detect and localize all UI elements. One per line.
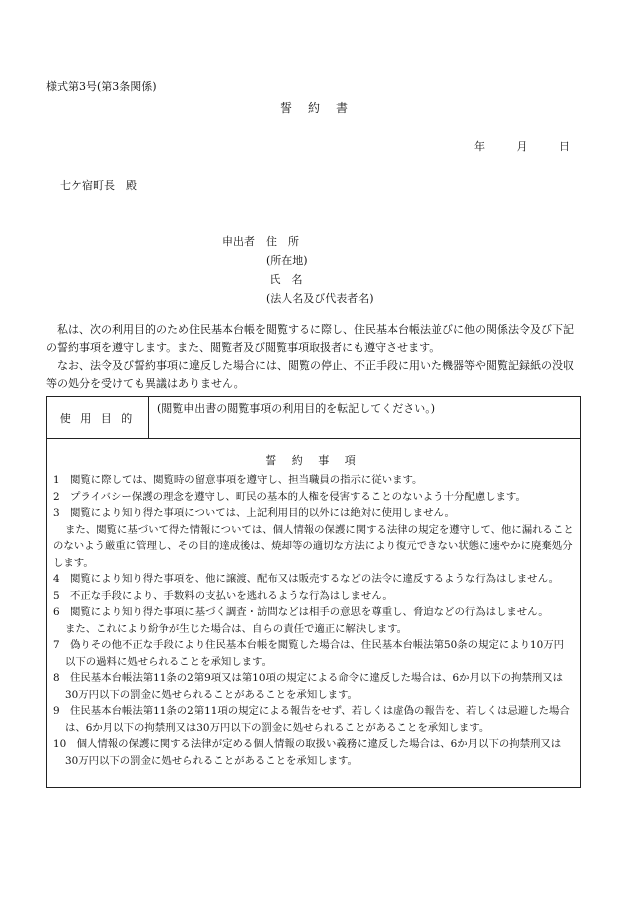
- pledge-items: [53, 472, 574, 769]
- pledge-section-title: 誓 約 事 項: [265, 454, 362, 467]
- pledge-item: 1 閲覧に際しては、閲覧時の留意事項を遵守し、担当職員の指示に従います。: [53, 474, 423, 486]
- intro-paragraph: なお、法令及び誓約事項に違反した場合には、閲覧の停止、不正手段に用いた機器等や閲覧記録紙の没収等の処分を受けても異議はありません。: [46, 359, 574, 390]
- pledge-item: また、これにより紛争が生じた場合は、自らの責任で適正に解決します。: [65, 622, 408, 635]
- pledge-item: 4 閲覧により知り得た事項を、他に譲渡、配布又は販売するなどの法令に違反するような行為はしません。: [53, 573, 559, 585]
- pledge-table: [46, 396, 581, 788]
- pledge-item: 8 住民基本台帳法第11条の2第9項又は第10項の規定による命令に違反した場合は、6か月以下の拘禁刑又は30万円以下の罰金に処せられることがあることを承知します。: [53, 672, 564, 701]
- pledge-item: 6 閲覧により知り得た事項に基づく調査・訪問などは相手の意思を尊重し、脅迫などの行為はしません。: [53, 606, 549, 618]
- document-title: 誓 約 書: [279, 101, 350, 115]
- applicant-name-label: 氏 名: [222, 273, 303, 286]
- applicant-block: [222, 232, 374, 308]
- pledge-item: 7 偽りその他不正な手段により住民基本台帳を閲覧した場合は、住民基本台帳法第50条の規定により10万円以下の過料に処せられることを承知します。: [53, 639, 565, 668]
- purpose-field[interactable]: (閲覧申出書の閲覧事項の利用目的を転記してください。): [157, 402, 436, 415]
- date-year: 年: [474, 140, 485, 153]
- pledge-item: 2 プライバシー保護の理念を遵守し、町民の基本的人権を侵害することのないよう十分配慮します。: [53, 490, 526, 503]
- purpose-row: [47, 397, 580, 439]
- pledge-item: 3 閲覧により知り得た事項については、上記利用目的以外には絶対に使用しません。: [53, 507, 455, 519]
- purpose-label: 使 用 目 的: [47, 397, 149, 438]
- addressee: 七ケ宿町長 殿: [60, 179, 137, 192]
- intro-text: [46, 321, 580, 393]
- pledge-item: 10 個人情報の保護に関する法律が定める個人情報の取扱い義務に違反した場合は、6か月以下の拘禁刑又は30万円以下の罰金に処せられることがあることを承知します。: [53, 738, 562, 767]
- intro-paragraph: 私は、次の利用目的のため住民基本台帳を閲覧するに際し、住民基本台帳法並びに他の関係法令及び下記の誓約事項を遵守します。また、閲覧者及び閲覧事項取扱者にも遵守させます。: [46, 323, 574, 354]
- pledge-item: また、閲覧に基づいて得た情報については、個人情報の保護に関する法律の規定を遵守して、他に漏れることのないよう厳重に管理し、その目的達成後は、焼却等の適切な方法により復元できない状態に速やかに廃棄処分します。: [53, 523, 574, 569]
- pledge-item: 9 住民基本台帳法第11条の2第11項の規定による報告をせず、若しくは虚偽の報告を、若しくは忌避した場合は、6か月以下の拘禁刑又は30万円以下の罰金に処せられることがあることを承知します。: [53, 705, 570, 734]
- date-day: 日: [559, 140, 570, 153]
- pledge-item: 5 不正な手段により、手数料の支払いを逃れるような行為はしません。: [53, 589, 393, 602]
- form-number: 様式第3号(第3条関係): [46, 80, 157, 93]
- applicant-location-label: (所在地): [222, 254, 308, 267]
- applicant-address-label: 申出者 住 所: [222, 235, 299, 248]
- applicant-corp-label: (法人名及び代表者名): [222, 292, 374, 305]
- date-line: [446, 138, 570, 154]
- date-month: 月: [516, 140, 528, 153]
